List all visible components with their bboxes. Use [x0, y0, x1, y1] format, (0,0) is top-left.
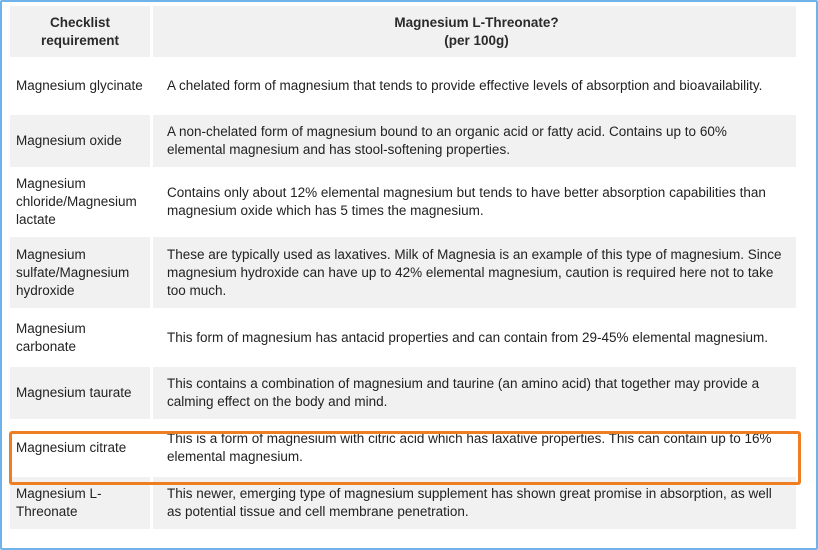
row-description-cell: Contains only about 12% elemental magnesium but tends to have better absorption capabilities than magnesium oxide which has 5 times the magnesium.: [150, 170, 796, 234]
row-type-cell: Magnesium L-Threonate: [16, 486, 102, 519]
table-row: [10, 115, 796, 167]
row-description-cell: This contains a combination of magnesium and taurine (an amino acid) that together may provide a calming effect on the body and mind.: [150, 367, 796, 419]
row-description-cell: This form of magnesium has antacid properties and can contain from 29-45% elemental magnesium.: [150, 311, 796, 364]
row-type-cell: Magnesium chloride/Magnesium lactate: [16, 176, 137, 227]
row-description-cell: This is a form of magnesium with citric acid which has laxative properties. This can contain up to 16% elemental magnesium.: [150, 422, 796, 474]
row-type-cell: Magnesium sulfate/Magnesium hydroxide: [16, 246, 130, 298]
row-description-cell: These are typically used as laxatives. Milk of Magnesia is an example of this type of magnesium. Since magnesium hydroxide can have up to 42% elemental magnesium, caution is required here not to take too much.: [150, 237, 796, 308]
table-row: [10, 311, 796, 364]
row-description-cell: A non-chelated form of magnesium bound to an organic acid or fatty acid. Contains up to 60% elemental magnesium and has stool-softening properties.: [150, 115, 796, 167]
table-row: [10, 367, 796, 419]
row-type-cell: Magnesium citrate: [16, 440, 127, 455]
row-type-cell: Magnesium glycinate: [16, 78, 143, 93]
row-description-cell: A chelated form of magnesium that tends to provide effective levels of absorption and bioavailability.: [150, 60, 796, 112]
column-header-checklist: Checklist requirement: [40, 14, 120, 48]
magnesium-comparison-table: [10, 6, 796, 532]
table-row: [10, 60, 796, 112]
table-row: [10, 170, 796, 234]
row-type-cell: Magnesium oxide: [16, 133, 122, 148]
table-row: [10, 237, 796, 308]
row-type-cell: Magnesium taurate: [16, 385, 132, 400]
table-header-row: [10, 6, 796, 57]
column-header-threonate: Magnesium L-Threonate? (per 100g): [150, 6, 796, 57]
row-description-cell: This newer, emerging type of magnesium supplement has shown great promise in absorption, as well as potential tissue and cell membrane penetration.: [150, 477, 796, 529]
table-row: [10, 477, 796, 529]
row-type-cell: Magnesium carbonate: [16, 320, 86, 354]
table-row-highlighted: [10, 422, 796, 474]
